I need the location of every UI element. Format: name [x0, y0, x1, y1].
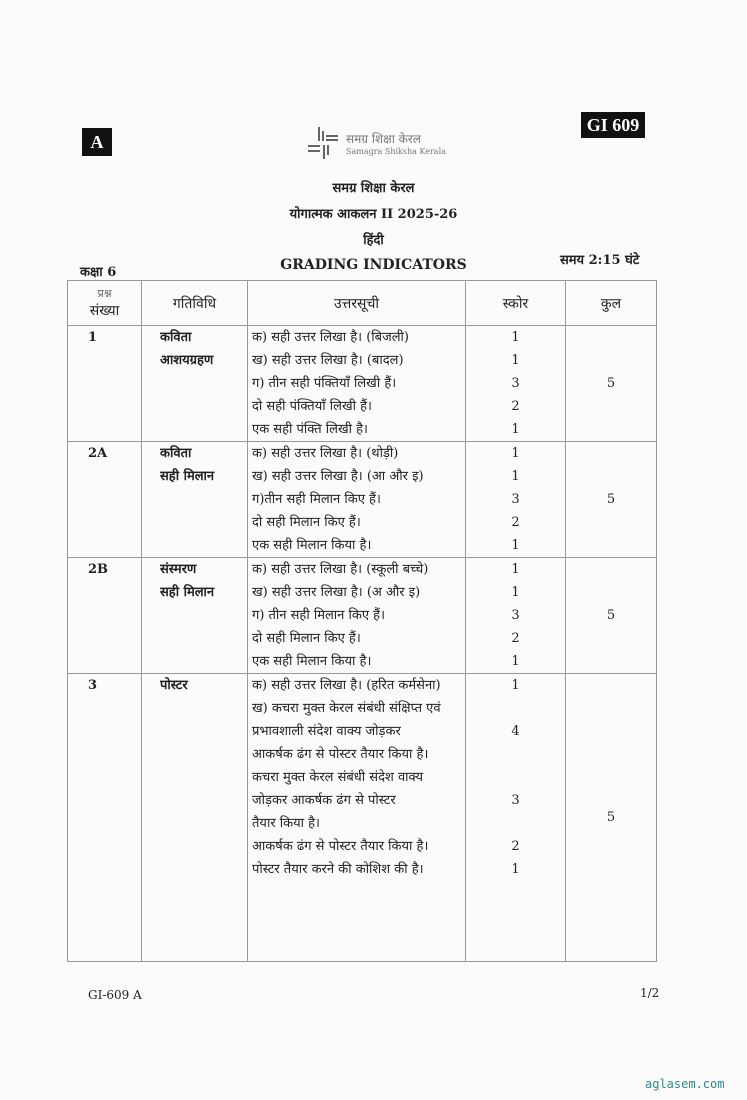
answer-cell	[248, 442, 466, 558]
question-number: 2B	[68, 558, 142, 674]
answer-line: तैयार किया है।	[252, 816, 320, 831]
activity-cell: कविता सही मिलान	[142, 442, 248, 558]
score-cell	[466, 442, 566, 558]
class-label: कक्षा 6	[80, 265, 117, 280]
score-value: 1	[511, 422, 520, 437]
logo-text-english: Samagra Shiksha Kerala	[346, 147, 446, 156]
score-value: 1	[511, 538, 520, 553]
answer-line: आकर्षक ढंग से पोस्टर तैयार किया है।	[252, 747, 429, 762]
table-row	[68, 558, 657, 674]
score-value	[466, 812, 565, 835]
answer-line: एक सही मिलान किया है।	[252, 538, 372, 553]
table-row	[68, 674, 657, 962]
answer-line: ग)तीन सही मिलान किए हैं।	[252, 492, 381, 507]
total-cell: 5	[566, 442, 657, 558]
answer-line: प्रभावशाली संदेश वाक्य जोड़कर	[252, 724, 401, 739]
score-value: 1	[511, 862, 520, 877]
score-value	[466, 743, 565, 766]
score-value: 2	[511, 631, 520, 646]
score-value	[466, 766, 565, 789]
score-value: 1	[511, 330, 520, 345]
answer-line: दो सही मिलान किए हैं।	[252, 631, 361, 646]
answer-line: ख) कचरा मुक्त केरल संबंधी संक्षिप्त एवं	[252, 701, 441, 716]
answer-line: क) सही उत्तर लिखा है। (थोड़ी)	[252, 446, 399, 461]
score-value: 1	[511, 353, 520, 368]
header-qno: प्रश्न संख्या	[68, 281, 142, 326]
score-value: 1	[511, 585, 520, 600]
answer-line: दो सही पंक्तियाँ लिखी हैं।	[252, 399, 372, 414]
answer-cell	[248, 558, 466, 674]
header-answers: उत्तरसूची	[248, 281, 466, 326]
watermark: aglasem.com	[645, 1077, 725, 1091]
code-badge: GI 609	[581, 112, 645, 138]
answer-line: क) सही उत्तर लिखा है। (स्कूली बच्चे)	[252, 562, 429, 577]
answer-line: एक सही मिलान किया है।	[252, 654, 372, 669]
score-cell	[466, 674, 566, 962]
logo-icon	[306, 125, 340, 161]
score-value: 1	[511, 446, 520, 461]
grading-table	[67, 280, 657, 962]
answer-line: ख) सही उत्तर लिखा है। (आ और इ)	[252, 469, 424, 484]
set-badge: A	[82, 128, 112, 156]
score-value: 3	[511, 376, 520, 391]
page-title: GRADING INDICATORS	[280, 257, 467, 273]
logo	[306, 125, 446, 161]
total-cell: 5	[566, 558, 657, 674]
score-value: 1	[511, 469, 520, 484]
header-score: स्कोर	[466, 281, 566, 326]
question-number: 1	[68, 326, 142, 442]
answer-line: ग) तीन सही पंक्तियाँ लिखी हैं।	[252, 376, 397, 391]
logo-text-hindi: समग्र शिक्षा केरल	[346, 132, 421, 146]
exam-name: योगात्मक आकलन II 2025-26	[289, 207, 458, 222]
time-label: समय 2:15 घंटे	[560, 253, 640, 268]
answer-line: कचरा मुक्त केरल संबंधी संदेश वाक्य	[252, 770, 424, 785]
score-value: 2	[511, 399, 520, 414]
answer-cell	[248, 674, 466, 962]
question-number: 3	[68, 674, 142, 962]
score-value: 3	[511, 492, 520, 507]
activity-cell: कविता आशयग्रहण	[142, 326, 248, 442]
footer-code: GI-609 A	[88, 988, 142, 1002]
answer-line: क) सही उत्तर लिखा है। (बिजली)	[252, 330, 409, 345]
answer-line: पोस्टर तैयार करने की कोशिश की है।	[252, 862, 424, 877]
score-cell	[466, 558, 566, 674]
total-cell: 5	[566, 674, 657, 962]
score-value: 3	[511, 793, 520, 808]
question-number: 2A	[68, 442, 142, 558]
answer-line: एक सही पंक्ति लिखी है।	[252, 422, 368, 437]
page-number: 1/2	[640, 986, 660, 1000]
answer-line: दो सही मिलान किए हैं।	[252, 515, 361, 530]
table-row	[68, 442, 657, 558]
score-value: 1	[511, 562, 520, 577]
answer-line: ख) सही उत्तर लिखा है। (अ और इ)	[252, 585, 421, 600]
answer-cell	[248, 326, 466, 442]
activity-cell: संस्मरण सही मिलान	[142, 558, 248, 674]
answer-line: ख) सही उत्तर लिखा है। (बादल)	[252, 353, 404, 368]
header-total: कुल	[566, 281, 657, 326]
score-value: 2	[511, 515, 520, 530]
score-value	[466, 697, 565, 720]
answer-line: क) सही उत्तर लिखा है। (हरित कर्मसेना)	[252, 678, 441, 693]
score-value: 2	[511, 839, 520, 854]
score-value: 1	[511, 678, 520, 693]
activity-cell: पोस्टर	[142, 674, 248, 962]
total-cell: 5	[566, 326, 657, 442]
table-row	[68, 326, 657, 442]
answer-line: जोड़कर आकर्षक ढंग से पोस्टर	[252, 793, 396, 808]
score-value: 1	[511, 654, 520, 669]
answer-line: आकर्षक ढंग से पोस्टर तैयार किया है।	[252, 839, 429, 854]
score-cell	[466, 326, 566, 442]
score-value: 3	[511, 608, 520, 623]
answer-line: ग) तीन सही मिलान किए हैं।	[252, 608, 386, 623]
score-value: 4	[511, 724, 520, 739]
table-header	[68, 281, 657, 326]
subject: हिंदी	[363, 233, 384, 248]
org-name: समग्र शिक्षा केरल	[332, 181, 415, 196]
header-activity: गतिविधि	[142, 281, 248, 326]
